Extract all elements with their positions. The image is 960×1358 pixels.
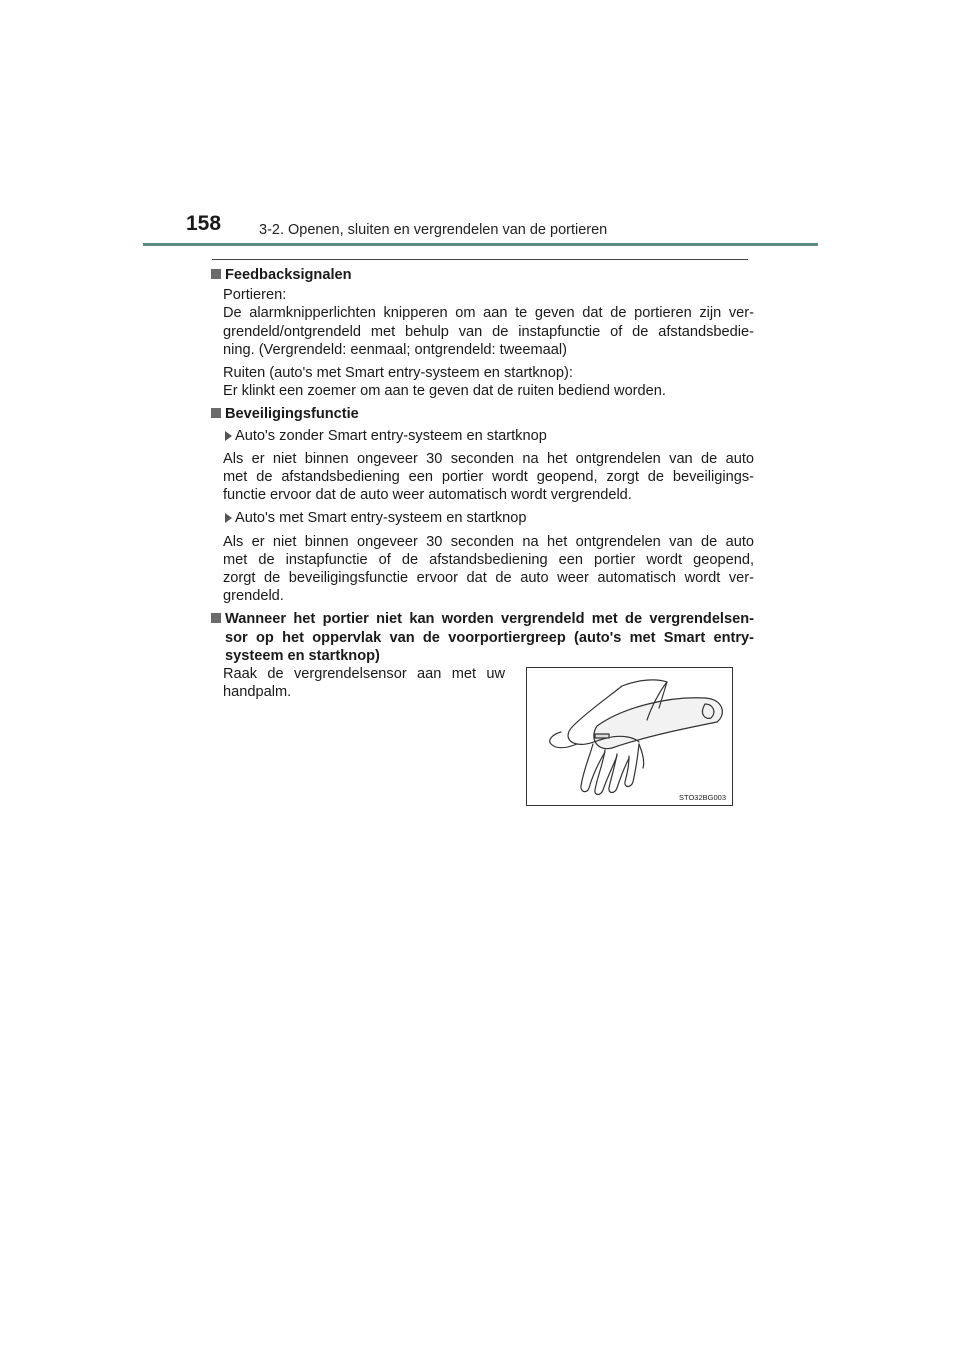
page-number: 158 [186, 212, 222, 235]
lock-heading-line-text: Wanneer het portier niet kan worden vergrendeld met de vergrendelsen- [225, 611, 754, 628]
instruction-line: Raak de vergrendelsensor aan met uw [223, 666, 505, 682]
section-divider [212, 259, 748, 260]
sub1-line: functie ervoor dat de auto weer automatisch wordt vergrendeld. [223, 487, 632, 504]
hand-illustration-svg [527, 668, 732, 805]
doors-line: grendeld/ontgrendeld met behulp van de instapfunctie of de afstandsbedie- [223, 323, 754, 340]
doors-label: Portieren: [223, 287, 287, 304]
sub2-title-text: Auto's met Smart entry-systeem en startknop [235, 510, 527, 527]
lock-heading-line [211, 610, 754, 628]
doors-line: ning. (Vergrendeld: eenmaal; ontgrendeld: tweemaal) [223, 341, 567, 358]
sub2-line: zorgt de beveiligingsfunctie ervoor dat de auto weer automatisch wordt ver- [223, 570, 754, 587]
lock-instruction [223, 665, 505, 701]
feedback-doors [211, 286, 754, 359]
section-title: 3-2. Openen, sluiten en vergrendelen van de portieren [259, 222, 608, 238]
windows-label: Ruiten (auto's met Smart entry-systeem en startknop): [223, 365, 573, 382]
thumb [550, 732, 577, 748]
square-bullet-icon [211, 269, 221, 279]
heading-feedback [211, 266, 754, 284]
heading-security [211, 405, 754, 423]
security-sub1-title [211, 427, 754, 445]
triangle-bullet-icon [225, 431, 232, 441]
finger [595, 750, 617, 795]
finger [609, 754, 629, 793]
security-sub1-body [211, 450, 754, 505]
sub2-line: met de instapfunctie of de afstandsbediening een portier wordt geopend, [223, 551, 754, 568]
sub1-line: met de afstandsbediening een portier wordt geopend, zorgt de beveiligings- [223, 469, 754, 486]
heading-security-text: Beveiligingsfunctie [225, 406, 359, 423]
heading-feedback-text: Feedbacksignalen [225, 267, 352, 283]
square-bullet-icon [211, 613, 221, 623]
hand-on-door-handle-illustration [526, 667, 733, 806]
lock-heading-line: systeem en startknop) [225, 647, 380, 664]
figure-code: STO32BG003 [679, 793, 726, 802]
square-bullet-icon [211, 408, 221, 418]
sensor-area [595, 734, 609, 738]
sub1-line: Als er niet binnen ongeveer 30 seconden na het ontgrendelen van de auto [223, 450, 754, 467]
sub1-title-text: Auto's zonder Smart entry-systeem en startknop [235, 427, 547, 444]
header-rule [143, 243, 818, 246]
feedback-windows [211, 364, 754, 400]
heading-lock-sensor [211, 610, 754, 665]
main-content [211, 266, 754, 667]
door-handle [594, 698, 723, 749]
windows-text: Er klinkt een zoemer om aan te geven dat de ruiten bediend worden. [223, 383, 666, 400]
doors-line: De alarmknipperlichten knipperen om aan te geven dat de portieren zijn ver- [223, 305, 754, 322]
sub2-line: Als er niet binnen ongeveer 30 seconden na het ontgrendelen van de auto [223, 533, 754, 550]
finger [625, 744, 639, 787]
sub2-line: grendeld. [223, 588, 284, 605]
security-sub2-title [211, 509, 754, 527]
arm-outline [622, 680, 667, 708]
instruction-line: handpalm. [223, 684, 292, 701]
triangle-bullet-icon [225, 513, 232, 523]
lock-heading-line: sor op het oppervlak van de voorportiergreep (auto's met Smart entry- [225, 629, 754, 646]
security-sub2-body [211, 533, 754, 606]
